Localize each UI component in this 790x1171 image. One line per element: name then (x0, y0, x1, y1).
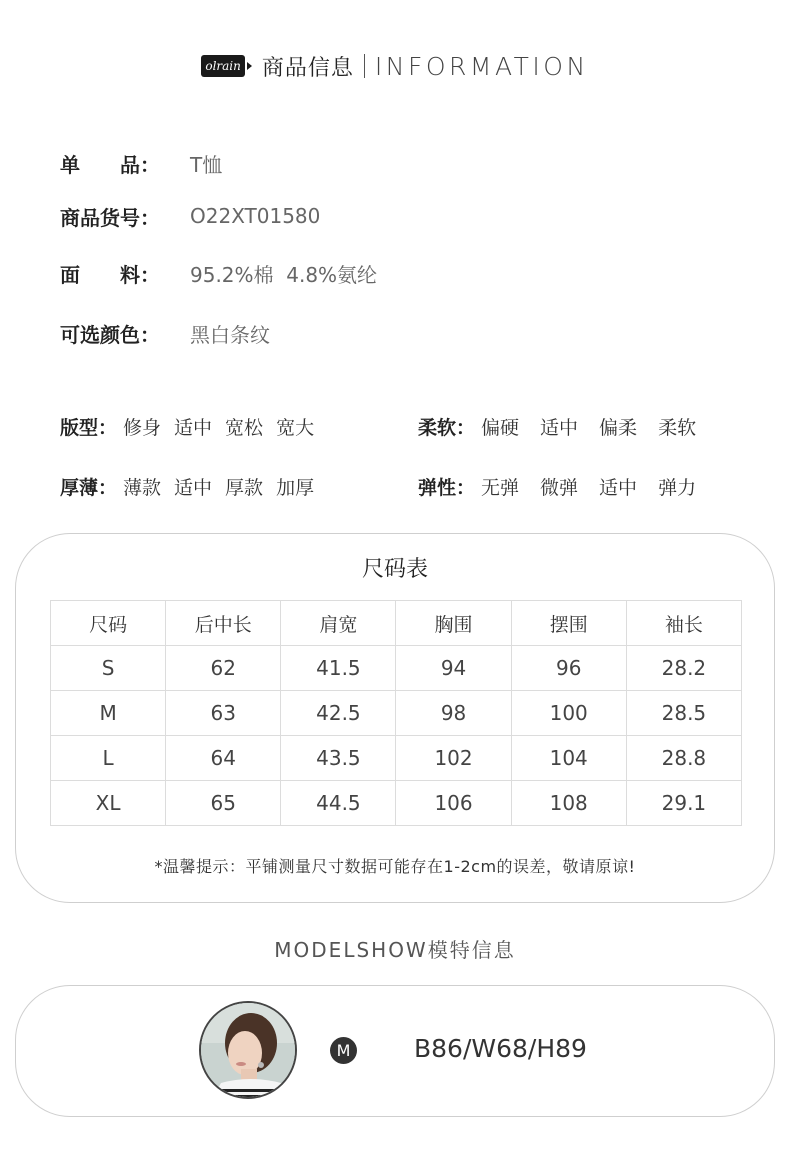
info-row-colors (60, 318, 270, 348)
table-cell: 62 (166, 646, 281, 691)
table-header-cell: 尺码 (51, 601, 166, 646)
table-cell: 106 (396, 781, 511, 826)
attr-option: 偏柔 (599, 416, 638, 439)
attr-option-selected: 适中 (599, 473, 637, 500)
attr-option-selected: 适中 (540, 413, 578, 440)
table-cell: 43.5 (281, 736, 396, 781)
table-row (51, 781, 742, 826)
attr-option: 偏硬 (481, 416, 520, 439)
info-row-item (60, 148, 222, 178)
attr-option-selected: 适中 (174, 413, 212, 440)
table-cell: 42.5 (281, 691, 396, 736)
table-cell: 108 (511, 781, 626, 826)
info-value: O22XT01580 (190, 204, 321, 228)
attr-softness (418, 410, 696, 442)
attr-option-selected: 适中 (174, 473, 212, 500)
attr-option: 宽松 (225, 416, 264, 439)
attr-option: 修身 (123, 416, 162, 439)
size-table (50, 600, 742, 826)
attr-option: 薄款 (123, 476, 162, 499)
header-divider (364, 54, 365, 78)
table-cell: 41.5 (281, 646, 396, 691)
header-title-en: INFORMATION (374, 51, 589, 81)
table-cell: 102 (396, 736, 511, 781)
table-cell: 98 (396, 691, 511, 736)
attr-option: 宽大 (276, 416, 315, 439)
table-cell: XL (51, 781, 166, 826)
attr-option: 加厚 (276, 476, 315, 499)
attr-label: 柔软： (418, 416, 476, 439)
table-cell: 29.1 (626, 781, 741, 826)
table-header-cell: 摆围 (511, 601, 626, 646)
attr-option: 无弹 (481, 476, 520, 499)
model-avatar (199, 1001, 297, 1099)
table-cell: L (51, 736, 166, 781)
table-header-cell: 肩宽 (281, 601, 396, 646)
attr-option: 弹力 (658, 476, 697, 499)
table-cell: 28.8 (626, 736, 741, 781)
table-cell: 44.5 (281, 781, 396, 826)
info-label: 单 品： (60, 152, 160, 177)
attr-option: 厚款 (225, 476, 264, 499)
size-chart-note: *温馨提示：平铺测量尺寸数据可能存在1-2cm的误差，敬请原谅! (154, 857, 636, 876)
table-cell: 65 (166, 781, 281, 826)
attr-fit (60, 410, 314, 442)
attr-option: 微弹 (540, 476, 579, 499)
attr-label: 弹性： (418, 476, 476, 499)
attr-label: 版型： (60, 416, 118, 439)
page-header (0, 48, 790, 84)
attr-thickness (60, 470, 314, 502)
logo-arrow-icon (247, 62, 252, 70)
size-chart-title: 尺码表 (361, 557, 428, 582)
table-cell: 100 (511, 691, 626, 736)
table-cell: 28.5 (626, 691, 741, 736)
table-header-row (51, 601, 742, 646)
info-label: 面 料： (60, 262, 160, 287)
model-portrait-image (201, 1003, 297, 1099)
info-label: 可选颜色： (60, 322, 160, 347)
attr-elasticity (418, 470, 696, 502)
info-row-fabric (60, 258, 377, 288)
table-cell: 104 (511, 736, 626, 781)
header-title-cn: 商品信息 (261, 55, 354, 81)
info-label: 商品货号： (60, 205, 160, 230)
table-cell: S (51, 646, 166, 691)
table-cell: 64 (166, 736, 281, 781)
model-size-badge: M (330, 1037, 357, 1064)
info-value: 95.2%棉 4.8%氨纶 (190, 262, 378, 287)
info-value: T恤 (190, 152, 223, 177)
model-section-title: MODELSHOW模特信息 (274, 938, 516, 962)
table-header-cell: 后中长 (166, 601, 281, 646)
table-cell: 28.2 (626, 646, 741, 691)
table-header-cell: 胸围 (396, 601, 511, 646)
table-row (51, 691, 742, 736)
table-header-cell: 袖长 (626, 601, 741, 646)
table-row (51, 646, 742, 691)
model-measurements: B86/W68/H89 (414, 1034, 587, 1063)
table-cell: 63 (166, 691, 281, 736)
table-cell: 94 (396, 646, 511, 691)
attr-option: 柔软 (658, 416, 697, 439)
model-info-card (15, 985, 775, 1117)
info-value: 黑白条纹 (190, 322, 270, 347)
table-cell: M (51, 691, 166, 736)
table-cell: 96 (511, 646, 626, 691)
info-row-sku (60, 201, 320, 231)
brand-logo: olrain (201, 55, 245, 77)
table-row (51, 736, 742, 781)
attr-label: 厚薄： (60, 476, 118, 499)
